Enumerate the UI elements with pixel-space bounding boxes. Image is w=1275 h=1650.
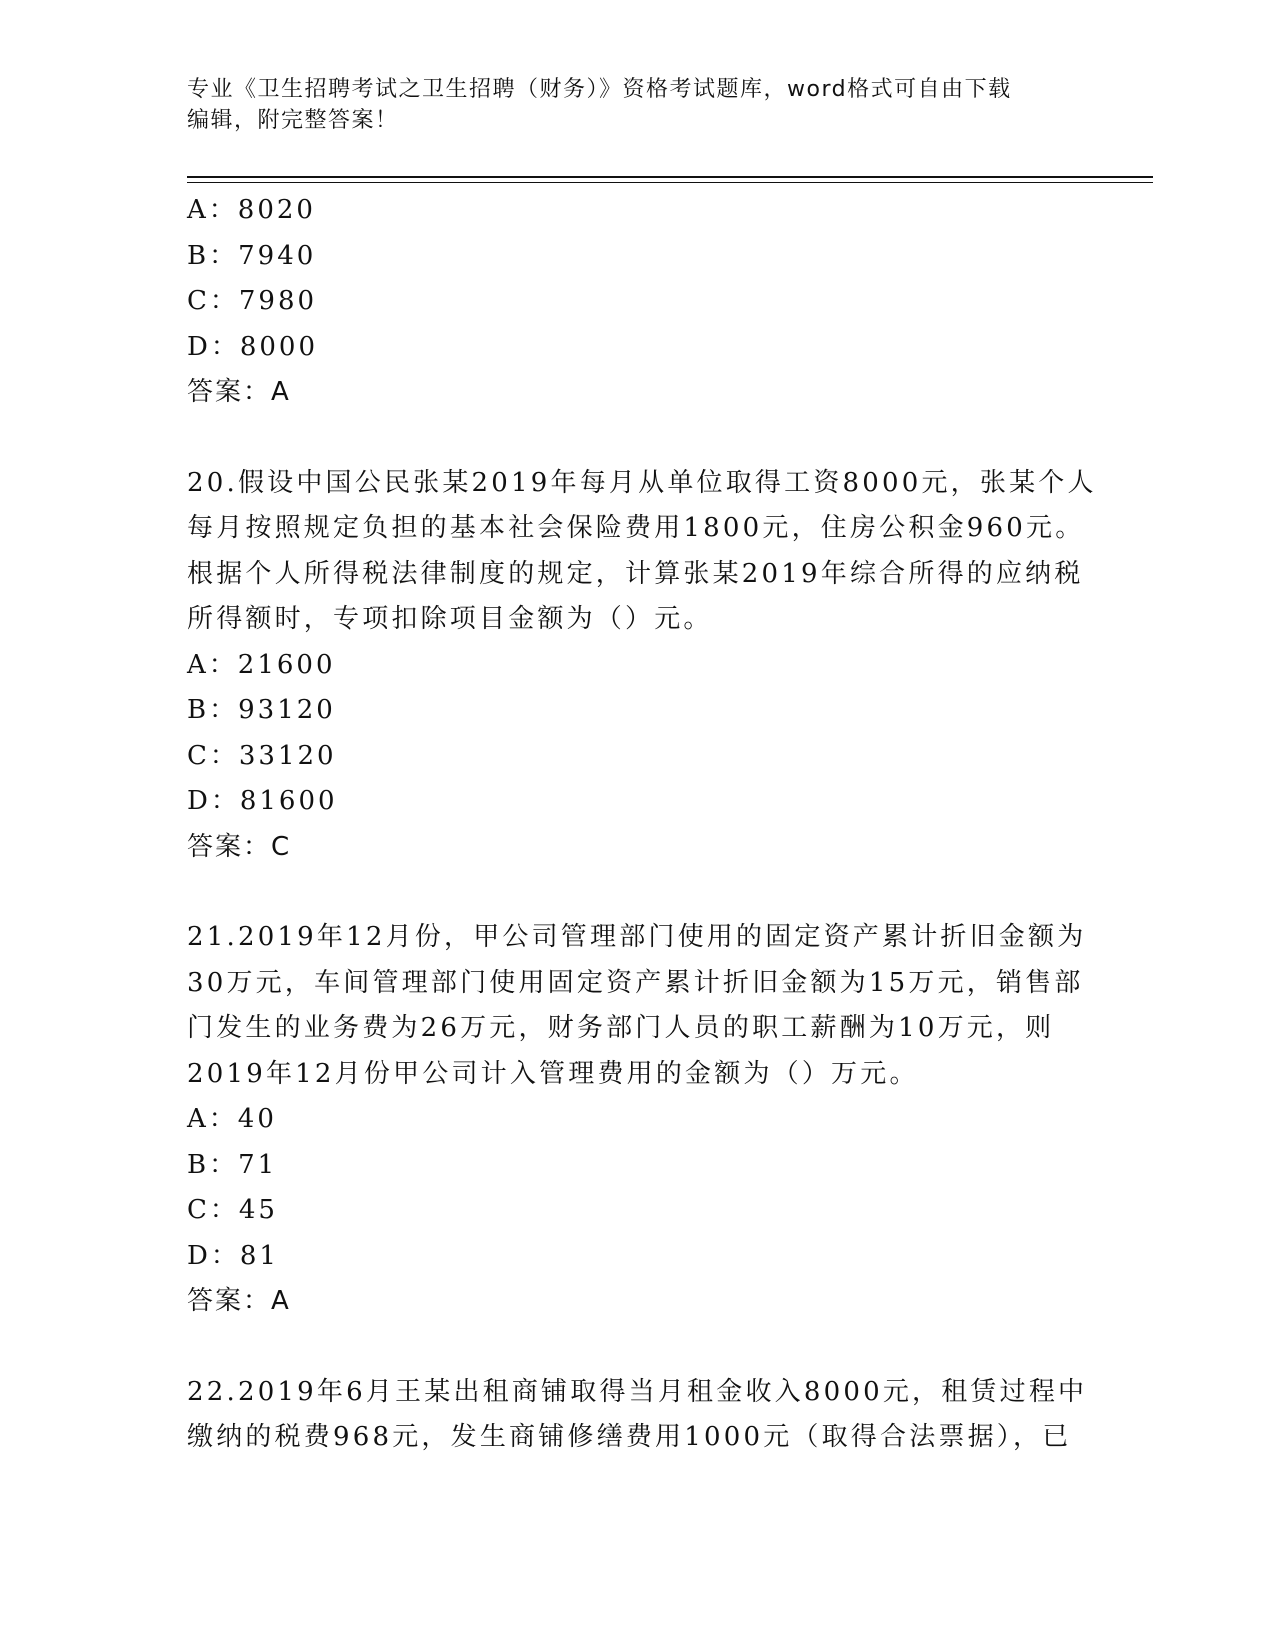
document-header (187, 74, 1067, 136)
header-divider-thick (187, 176, 1153, 178)
option-b: B：93120 (187, 695, 336, 725)
spacer (187, 1325, 1087, 1370)
option-d: D：81 (187, 1240, 279, 1271)
option-b: B：7940 (187, 240, 317, 271)
question-line: 根据个人所得税法律制度的规定，计算张某2019年综合所得的应纳税 (187, 558, 1084, 589)
document-body (187, 188, 1097, 1461)
option-d: D：81600 (187, 786, 338, 816)
option-a: A：40 (187, 1104, 277, 1134)
option-c: C：45 (187, 1195, 278, 1225)
header-line-1: 专业《卫生招聘考试之卫生招聘（财务）》资格考试题库，word格式可自由下载 (187, 77, 1012, 102)
prev-question (187, 188, 1087, 416)
answer-line: 答案：A (187, 377, 291, 407)
option-c: C：7980 (187, 286, 318, 316)
question-22 (187, 1370, 1087, 1461)
question-line: 30万元，车间管理部门使用固定资产累计折旧金额为15万元，销售部 (187, 967, 1084, 998)
header-divider-thin (187, 182, 1153, 183)
option-c: C：33120 (187, 740, 337, 771)
question-21 (187, 915, 1087, 1325)
option-a: A：8020 (187, 195, 316, 225)
header-line-2: 编辑，附完整答案！ (187, 108, 399, 133)
question-line: 所得额时，专项扣除项目金额为（）元。 (187, 604, 713, 634)
spacer (187, 416, 1087, 461)
question-line: 22.2019年6月王某出租商铺取得当月租金收入8000元，租赁过程中 (187, 1376, 1088, 1407)
question-20 (187, 461, 1097, 871)
question-text (187, 461, 1097, 643)
answer-line: 答案：C (187, 831, 292, 862)
question-line: 20.假设中国公民张某2019年每月从单位取得工资8000元，张某个人 (187, 467, 1097, 498)
question-text (187, 1370, 1087, 1461)
question-text (187, 915, 1087, 1097)
question-line: 缴纳的税费968元，发生商铺修缮费用1000元（取得合法票据），已 (187, 1422, 1072, 1452)
option-a: A：21600 (187, 649, 336, 680)
question-line: 21.2019年12月份，甲公司管理部门使用的固定资产累计折旧金额为 (187, 922, 1087, 952)
option-d: D：8000 (187, 331, 319, 362)
question-line: 每月按照规定负担的基本社会保险费用1800元，住房公积金960元。 (187, 513, 1085, 543)
question-line: 2019年12月份甲公司计入管理费用的金额为（）万元。 (187, 1058, 919, 1089)
answer-line: 答案：A (187, 1286, 291, 1316)
option-b: B：71 (187, 1149, 278, 1180)
question-line: 门发生的业务费为26万元，财务部门人员的职工薪酬为10万元，则 (187, 1013, 1055, 1043)
spacer (187, 870, 1087, 915)
